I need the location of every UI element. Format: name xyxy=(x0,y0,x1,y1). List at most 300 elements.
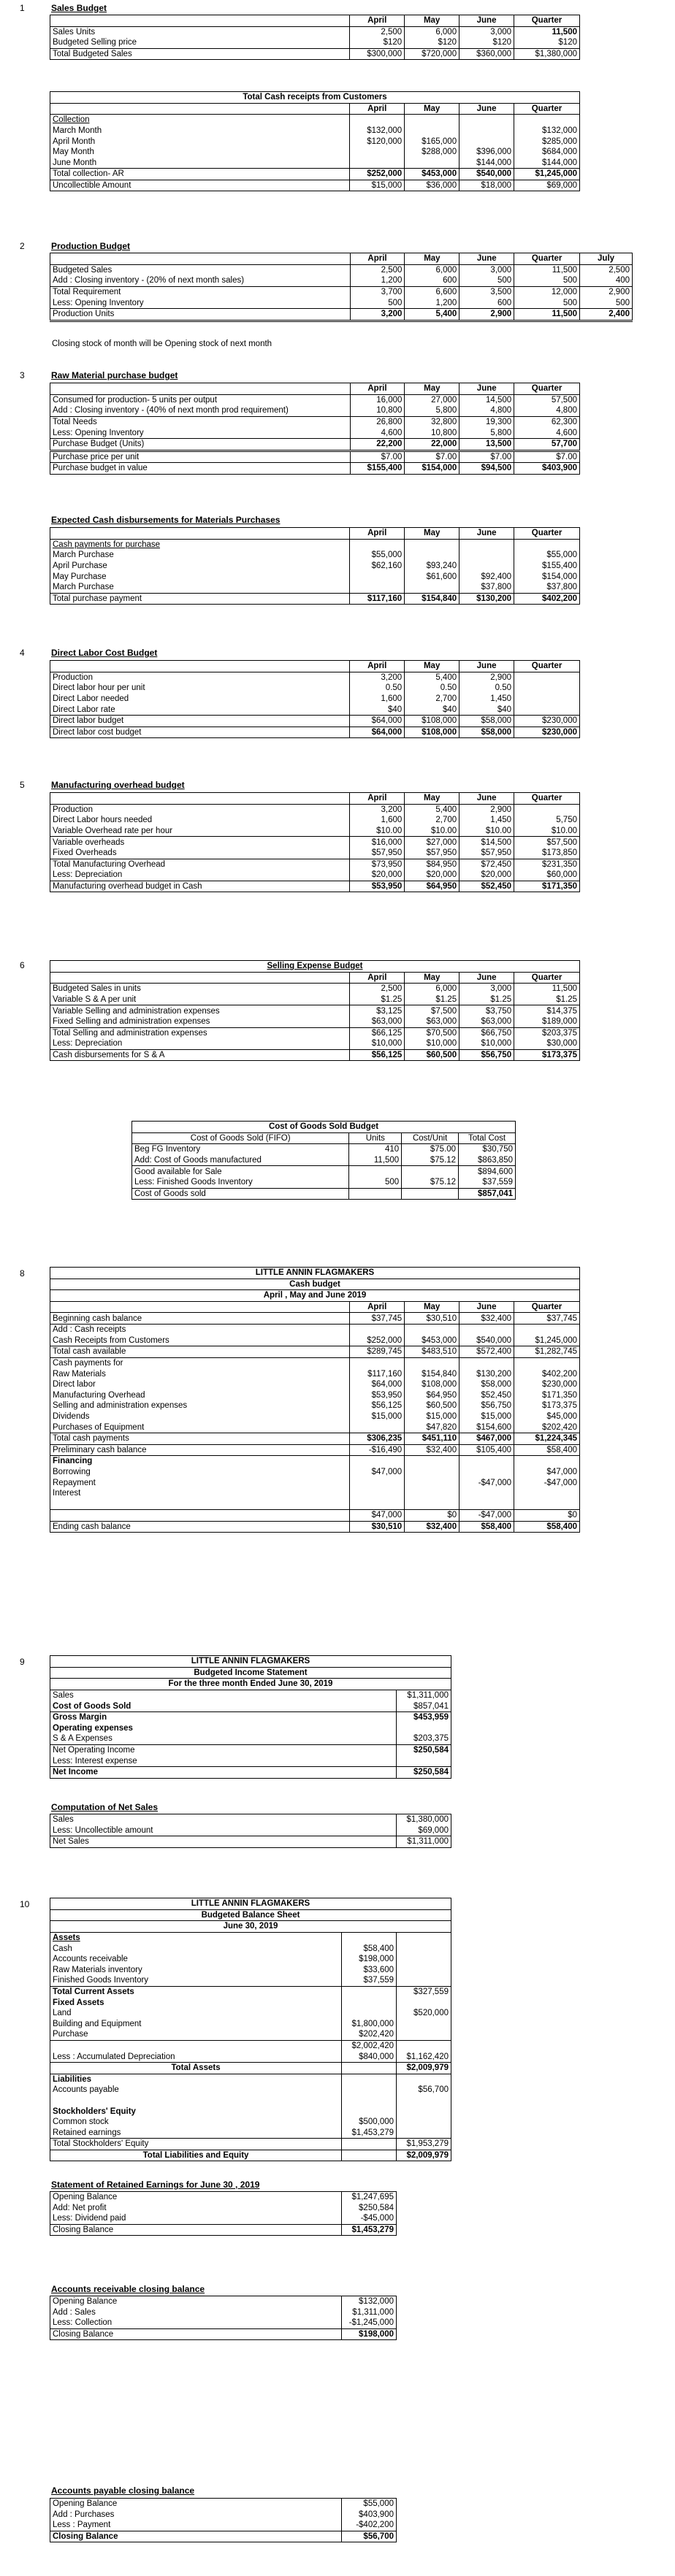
row-label: Closing Balance xyxy=(53,2532,118,2542)
cell: $56,125 xyxy=(350,1400,405,1411)
cell: $84,950 xyxy=(405,859,459,870)
cell: 3,000 xyxy=(459,264,514,275)
row-label: Purchase Budget (Units) xyxy=(53,440,145,449)
cell: $15,000 xyxy=(405,1411,459,1422)
row-label: Cash xyxy=(53,1944,72,1953)
cell: $15,000 xyxy=(459,1411,514,1422)
cash-receipts-table xyxy=(50,91,580,191)
table-title: Cash budget xyxy=(289,1279,340,1289)
row-label: Variable Selling and administration expenses xyxy=(53,1006,220,1016)
cell: $540,000 xyxy=(459,1335,514,1346)
cell: 400 xyxy=(580,275,633,286)
col-header: April xyxy=(350,253,405,265)
cell: $154,000 xyxy=(405,463,459,475)
row-label: Gross Margin xyxy=(53,1713,107,1722)
cell: $16,000 xyxy=(350,837,405,848)
row-label: Cash payments for xyxy=(53,1359,123,1368)
row-label: Accounts receivable xyxy=(53,1955,128,1964)
cell: $230,000 xyxy=(514,1379,580,1390)
cell: $467,000 xyxy=(459,1433,514,1444)
cell: -$402,200 xyxy=(342,2520,397,2531)
col-header: May xyxy=(405,528,459,540)
cash-disbursement-table xyxy=(50,527,580,605)
row-label: Less: Depreciation xyxy=(53,1039,123,1049)
col-header: May xyxy=(405,253,459,265)
cell: 0.50 xyxy=(350,683,405,694)
cell: $483,510 xyxy=(405,1346,459,1358)
col-header: Quarter xyxy=(514,103,580,115)
cell: $30,510 xyxy=(350,1521,405,1533)
cell xyxy=(405,158,459,169)
col-header: April xyxy=(350,15,405,27)
table-title: Budgeted Balance Sheet xyxy=(201,1910,300,1920)
col-header: Quarter xyxy=(514,383,580,395)
cell: $1,453,279 xyxy=(342,2224,397,2236)
cell: -$1,245,000 xyxy=(342,2318,397,2328)
cell: $198,000 xyxy=(342,2328,397,2340)
row-label: Net Operating Income xyxy=(53,1746,135,1755)
row-label: Cash payments for purchase xyxy=(53,540,161,549)
cell: 5,400 xyxy=(405,308,459,321)
row-label: Direct labor budget xyxy=(53,716,124,726)
row-label: Sales Units xyxy=(53,27,96,37)
col-header: June xyxy=(459,793,514,805)
cell: $15,000 xyxy=(350,1411,405,1422)
direct-labor-title: Direct Labor Cost Budget xyxy=(51,648,158,658)
row-label: Total cash payments xyxy=(53,1434,129,1444)
cell: $58,000 xyxy=(459,715,514,727)
cell: 1,450 xyxy=(459,815,514,826)
cell: $58,000 xyxy=(459,1379,514,1390)
col-header: April xyxy=(350,383,405,395)
row-label: Budgeted Sales xyxy=(53,265,113,275)
cell: $1,311,000 xyxy=(397,1690,451,1701)
row-label: Total Needs xyxy=(53,418,97,427)
cell: $57,500 xyxy=(514,837,580,848)
cell: 3,200 xyxy=(350,804,405,815)
cell: $173,375 xyxy=(514,1400,580,1411)
cell: $1,380,000 xyxy=(397,1814,451,1825)
section-number: 10 xyxy=(20,1899,30,1909)
cell: $154,840 xyxy=(405,1368,459,1379)
cell: 5,400 xyxy=(405,804,459,815)
cell: $171,350 xyxy=(514,1390,580,1401)
cell: $56,700 xyxy=(342,2531,397,2542)
row-label: Assets xyxy=(53,1933,80,1943)
cell: $327,559 xyxy=(397,1986,451,1997)
cash-disbursement-title: Expected Cash disbursements for Materials Purchases xyxy=(51,515,281,525)
section-number: 8 xyxy=(20,1268,25,1279)
col-header: April xyxy=(350,661,405,672)
cell xyxy=(514,804,580,815)
row-label: Variable Overhead rate per hour xyxy=(53,827,173,836)
section-number: 3 xyxy=(20,370,25,380)
row-label: Production Units xyxy=(53,310,115,319)
cell: $288,000 xyxy=(405,147,459,158)
row-label: Opening Balance xyxy=(53,2297,118,2307)
cell: $58,000 xyxy=(459,727,514,738)
cell: $1,245,000 xyxy=(514,169,580,180)
cell: $165,000 xyxy=(405,136,459,147)
net-sales-title: Computation of Net Sales xyxy=(51,1802,159,1812)
cell: $132,000 xyxy=(514,126,580,137)
raw-material-table xyxy=(50,383,580,475)
cell: $7.00 xyxy=(459,451,514,463)
cell: $173,850 xyxy=(514,848,580,859)
cell: $94,500 xyxy=(459,463,514,475)
cell: $20,000 xyxy=(459,870,514,881)
col-header: June xyxy=(459,253,514,265)
cell: $144,000 xyxy=(459,158,514,169)
cell: $171,350 xyxy=(514,881,580,892)
cell: $30,000 xyxy=(514,1038,580,1049)
cell xyxy=(459,561,514,572)
cell: $120,000 xyxy=(350,136,405,147)
cell: $189,000 xyxy=(514,1016,580,1027)
cell: $37,745 xyxy=(350,1313,405,1325)
row-label: Production xyxy=(53,672,93,682)
cell: $58,400 xyxy=(514,1444,580,1456)
col-header: Quarter xyxy=(514,1301,580,1313)
cell: $1,311,000 xyxy=(397,1836,451,1848)
row-label: Less: Opening Inventory xyxy=(53,298,144,307)
cell: $120 xyxy=(350,37,405,48)
row-label: March Purchase xyxy=(53,551,114,560)
cell: 32,800 xyxy=(405,416,459,427)
cell: 10,800 xyxy=(350,405,405,416)
col-header: Quarter xyxy=(514,972,580,984)
retained-earnings-table xyxy=(50,2191,397,2236)
row-label: Net Sales xyxy=(53,1837,89,1847)
row-label: Uncollectible Amount xyxy=(53,181,131,191)
cell xyxy=(350,571,405,582)
col-header: June xyxy=(459,972,514,984)
row-label: Financing xyxy=(53,1457,93,1466)
cell: $1.25 xyxy=(350,994,405,1005)
cell: $1,953,279 xyxy=(397,2139,451,2150)
row-label: Production xyxy=(53,805,93,814)
col-header: Quarter xyxy=(514,528,580,540)
row-label: Variable overheads xyxy=(53,837,125,847)
section-number: 4 xyxy=(20,648,25,658)
cell: $70,500 xyxy=(405,1027,459,1038)
row-label: Dividends xyxy=(53,1412,90,1422)
cell: $57,950 xyxy=(350,848,405,859)
cell: $10.00 xyxy=(350,826,405,837)
cell: $202,420 xyxy=(514,1422,580,1433)
cell: 2,700 xyxy=(405,815,459,826)
cell: $7,500 xyxy=(405,1005,459,1016)
cell: $1,800,000 xyxy=(342,2019,397,2030)
section-number: 9 xyxy=(20,1657,25,1667)
col-header: Total Cost xyxy=(459,1132,516,1144)
sales-budget-title: Sales Budget xyxy=(51,3,107,13)
cell: $500,000 xyxy=(342,2117,397,2128)
cell: 0.50 xyxy=(459,683,514,694)
table-subtitle: April , May and June 2019 xyxy=(263,1291,367,1300)
row-label: Cash Receipts from Customers xyxy=(53,1335,169,1345)
cell: 2,400 xyxy=(580,308,633,321)
cell: $2,009,979 xyxy=(397,2062,451,2074)
cell: $66,125 xyxy=(350,1027,405,1038)
cell: $55,000 xyxy=(514,550,580,561)
cell: $64,000 xyxy=(350,715,405,727)
row-label: June Month xyxy=(53,158,97,167)
cell: $1,245,000 xyxy=(514,1335,580,1346)
cell: $56,700 xyxy=(397,2085,451,2096)
cell: $108,000 xyxy=(405,1379,459,1390)
cell: $154,000 xyxy=(514,571,580,582)
cell: 6,000 xyxy=(405,26,459,37)
row-label: Less: Interest expense xyxy=(53,1756,137,1766)
ar-closing-table xyxy=(50,2296,397,2340)
cell: 3,200 xyxy=(350,308,405,321)
cell: 22,000 xyxy=(405,438,459,451)
row-label: Less: Dividend paid xyxy=(53,2214,126,2223)
cell: $64,950 xyxy=(405,881,459,892)
row-label: Direct labor xyxy=(53,1380,96,1389)
row-label: Cash disbursements for S & A xyxy=(53,1051,165,1060)
cash-budget-table xyxy=(50,1267,580,1533)
cell: $108,000 xyxy=(405,715,459,727)
cell: 0.50 xyxy=(405,683,459,694)
cell: $75.12 xyxy=(402,1155,459,1166)
cell: $14,375 xyxy=(514,1005,580,1016)
selling-expense-table xyxy=(50,960,580,1061)
row-label: Beginning cash balance xyxy=(53,1314,142,1323)
cell: $120 xyxy=(459,37,514,48)
cell: $2,002,420 xyxy=(342,2040,397,2051)
cell xyxy=(405,582,459,593)
cell: $69,000 xyxy=(514,180,580,191)
cell: $56,125 xyxy=(350,1049,405,1061)
table-subtitle: June 30, 2019 xyxy=(223,1922,278,1931)
cell xyxy=(459,550,514,561)
row-label: Manufacturing overhead budget in Cash xyxy=(53,882,202,892)
col-header: June xyxy=(459,383,514,395)
row-label: April Month xyxy=(53,137,96,146)
cell: $47,000 xyxy=(350,1467,405,1478)
row-label: Stockholders' Equity xyxy=(53,2107,136,2116)
cell: $10.00 xyxy=(405,826,459,837)
cell: $250,584 xyxy=(397,1744,451,1755)
cell: $1,311,000 xyxy=(342,2307,397,2318)
cell: $120 xyxy=(405,37,459,48)
cell: $58,400 xyxy=(514,1521,580,1533)
cell: 2,900 xyxy=(459,804,514,815)
cell: $63,000 xyxy=(459,1016,514,1027)
cell: $37,745 xyxy=(514,1313,580,1325)
col-header: June xyxy=(459,661,514,672)
cell: $154,600 xyxy=(459,1422,514,1433)
cell: 13,500 xyxy=(459,438,514,451)
cell: 500 xyxy=(349,1177,402,1188)
cell: $117,160 xyxy=(350,1368,405,1379)
row-label: Purchase budget in value xyxy=(53,464,148,473)
cell: 12,000 xyxy=(514,286,580,297)
cell: $10,000 xyxy=(459,1038,514,1049)
row-label: Total purchase payment xyxy=(53,594,142,603)
row-label: Direct Labor rate xyxy=(53,705,115,714)
cell xyxy=(514,672,580,683)
row-label: Add: Net profit xyxy=(53,2203,107,2212)
cell: $37,800 xyxy=(514,582,580,593)
cell: 4,800 xyxy=(459,405,514,416)
cell: $37,800 xyxy=(459,582,514,593)
cell: $64,000 xyxy=(350,727,405,738)
row-label: Add : Sales xyxy=(53,2307,96,2317)
cell: $2,009,979 xyxy=(397,2150,451,2161)
cell: $15,000 xyxy=(350,180,405,191)
cell: $130,200 xyxy=(459,1368,514,1379)
row-label: Add : Closing inventory - (20% of next month sales) xyxy=(53,276,245,285)
cell: 57,500 xyxy=(514,394,580,405)
cell: 27,000 xyxy=(405,394,459,405)
row-label: Common stock xyxy=(53,2117,109,2127)
cell: $69,000 xyxy=(397,1825,451,1836)
row-label: Total Current Assets xyxy=(53,1987,134,1997)
balance-sheet-table xyxy=(50,1898,451,2161)
cell: $132,000 xyxy=(342,2296,397,2307)
ar-closing-title: Accounts receivable closing balance xyxy=(51,2284,205,2294)
cell: $58,400 xyxy=(459,1521,514,1533)
cell: 26,800 xyxy=(350,416,405,427)
cell xyxy=(459,136,514,147)
cell: $105,400 xyxy=(459,1444,514,1456)
row-label: Preliminary cash balance xyxy=(53,1445,147,1454)
cell: $62,160 xyxy=(350,561,405,572)
cell: 22,200 xyxy=(350,438,405,451)
cell: $117,160 xyxy=(350,593,405,605)
cell: $56,750 xyxy=(459,1400,514,1411)
production-budget-title: Production Budget xyxy=(51,241,130,251)
col-header: Cost/Unit xyxy=(402,1132,459,1144)
row-label: Fixed Overheads xyxy=(53,848,117,858)
cell: $53,950 xyxy=(350,881,405,892)
cell: 11,500 xyxy=(514,26,580,37)
row-label: Fixed Selling and administration expenses xyxy=(53,1017,210,1027)
cell: 3,000 xyxy=(459,984,514,994)
cell: 11,500 xyxy=(514,984,580,994)
cell: 500 xyxy=(580,297,633,308)
cell: $30,510 xyxy=(405,1313,459,1325)
cell: 4,600 xyxy=(350,427,405,438)
cell: 6,000 xyxy=(405,264,459,275)
cell: $47,000 xyxy=(514,1467,580,1478)
cell: $306,235 xyxy=(350,1433,405,1444)
cell: 3,700 xyxy=(350,286,405,297)
row-label: Liabilities xyxy=(53,2074,92,2084)
cell: 1,450 xyxy=(459,694,514,705)
cell: $40 xyxy=(350,704,405,715)
cell: $840,000 xyxy=(342,2051,397,2062)
cell: $720,000 xyxy=(405,48,459,60)
col-header: May xyxy=(405,661,459,672)
row-label: Direct Labor needed xyxy=(53,694,129,704)
cell: $130,200 xyxy=(459,593,514,605)
cell: 5,750 xyxy=(514,815,580,826)
col-header: May xyxy=(405,103,459,115)
row-label: Direct Labor hours needed xyxy=(53,816,153,825)
cell: $857,041 xyxy=(459,1188,516,1200)
cell: $857,041 xyxy=(397,1701,451,1711)
cell: 2,500 xyxy=(350,26,405,37)
cell: $360,000 xyxy=(459,48,514,60)
row-label: Closing Balance xyxy=(53,2330,114,2339)
row-label: Land xyxy=(53,2009,72,2018)
cell: 10,800 xyxy=(405,427,459,438)
col-header: April xyxy=(350,103,405,115)
cell: -$47,000 xyxy=(459,1477,514,1488)
cell: $37,559 xyxy=(459,1177,516,1188)
row-label: Repayment xyxy=(53,1478,96,1487)
cell: $33,600 xyxy=(342,1965,397,1976)
col-header: April xyxy=(350,793,405,805)
cell: $63,000 xyxy=(405,1016,459,1027)
row-label: Selling and administration expenses xyxy=(53,1401,188,1411)
row-label: Opening Balance xyxy=(53,2193,118,2202)
row-label: Retained earnings xyxy=(53,2128,121,2137)
cell: $250,584 xyxy=(342,2203,397,2214)
cell: $75.12 xyxy=(402,1177,459,1188)
cell: $252,000 xyxy=(350,1335,405,1346)
cell: $453,959 xyxy=(397,1711,451,1722)
cell: -$47,000 xyxy=(514,1477,580,1488)
cell: $30,750 xyxy=(459,1144,516,1155)
cell: $1,380,000 xyxy=(514,48,580,60)
row-label: S & A Expenses xyxy=(53,1734,113,1744)
cell xyxy=(514,694,580,705)
row-label: Cost of Goods Sold xyxy=(53,1701,131,1711)
overhead-title: Manufacturing overhead budget xyxy=(51,780,185,790)
cogs-table xyxy=(131,1121,516,1200)
cell: $32,400 xyxy=(405,1521,459,1533)
row-label: Total cash available xyxy=(53,1347,126,1357)
table-title: Cost of Goods Sold Budget xyxy=(268,1122,379,1132)
cell: 19,300 xyxy=(459,416,514,427)
col-header: Quarter xyxy=(514,15,580,27)
cell: $403,900 xyxy=(342,2510,397,2521)
production-budget-table xyxy=(50,253,633,322)
cell: $57,950 xyxy=(459,848,514,859)
row-label: Operating expenses xyxy=(53,1723,133,1733)
row-label: Add : Cash receipts xyxy=(53,1325,126,1335)
cell: 3,200 xyxy=(350,672,405,683)
cell: 2,500 xyxy=(350,264,405,275)
cell: 5,400 xyxy=(405,672,459,683)
cell: $66,750 xyxy=(459,1027,514,1038)
cell: 62,300 xyxy=(514,416,580,427)
cell: $1.25 xyxy=(514,994,580,1005)
row-label: Total Liabilities and Equity xyxy=(142,2150,249,2160)
cell: $55,000 xyxy=(342,2499,397,2510)
row-label: Finished Goods Inventory xyxy=(53,1976,149,1985)
cell: $14,500 xyxy=(459,837,514,848)
row-label: Consumed for production- 5 units per output xyxy=(53,395,218,405)
row-label: Fixed Assets xyxy=(53,1998,104,2007)
row-label: Direct labor hour per unit xyxy=(53,683,145,693)
cell: 5,800 xyxy=(405,405,459,416)
cell: $64,000 xyxy=(350,1379,405,1390)
cell: $72,450 xyxy=(459,859,514,870)
row-label: April Purchase xyxy=(53,561,107,571)
cell: $52,450 xyxy=(459,1390,514,1401)
cell: 5,800 xyxy=(459,427,514,438)
cell: $863,850 xyxy=(459,1155,516,1166)
cell: $45,000 xyxy=(514,1411,580,1422)
row-label: March Month xyxy=(53,126,102,136)
cell: $1,282,745 xyxy=(514,1346,580,1358)
